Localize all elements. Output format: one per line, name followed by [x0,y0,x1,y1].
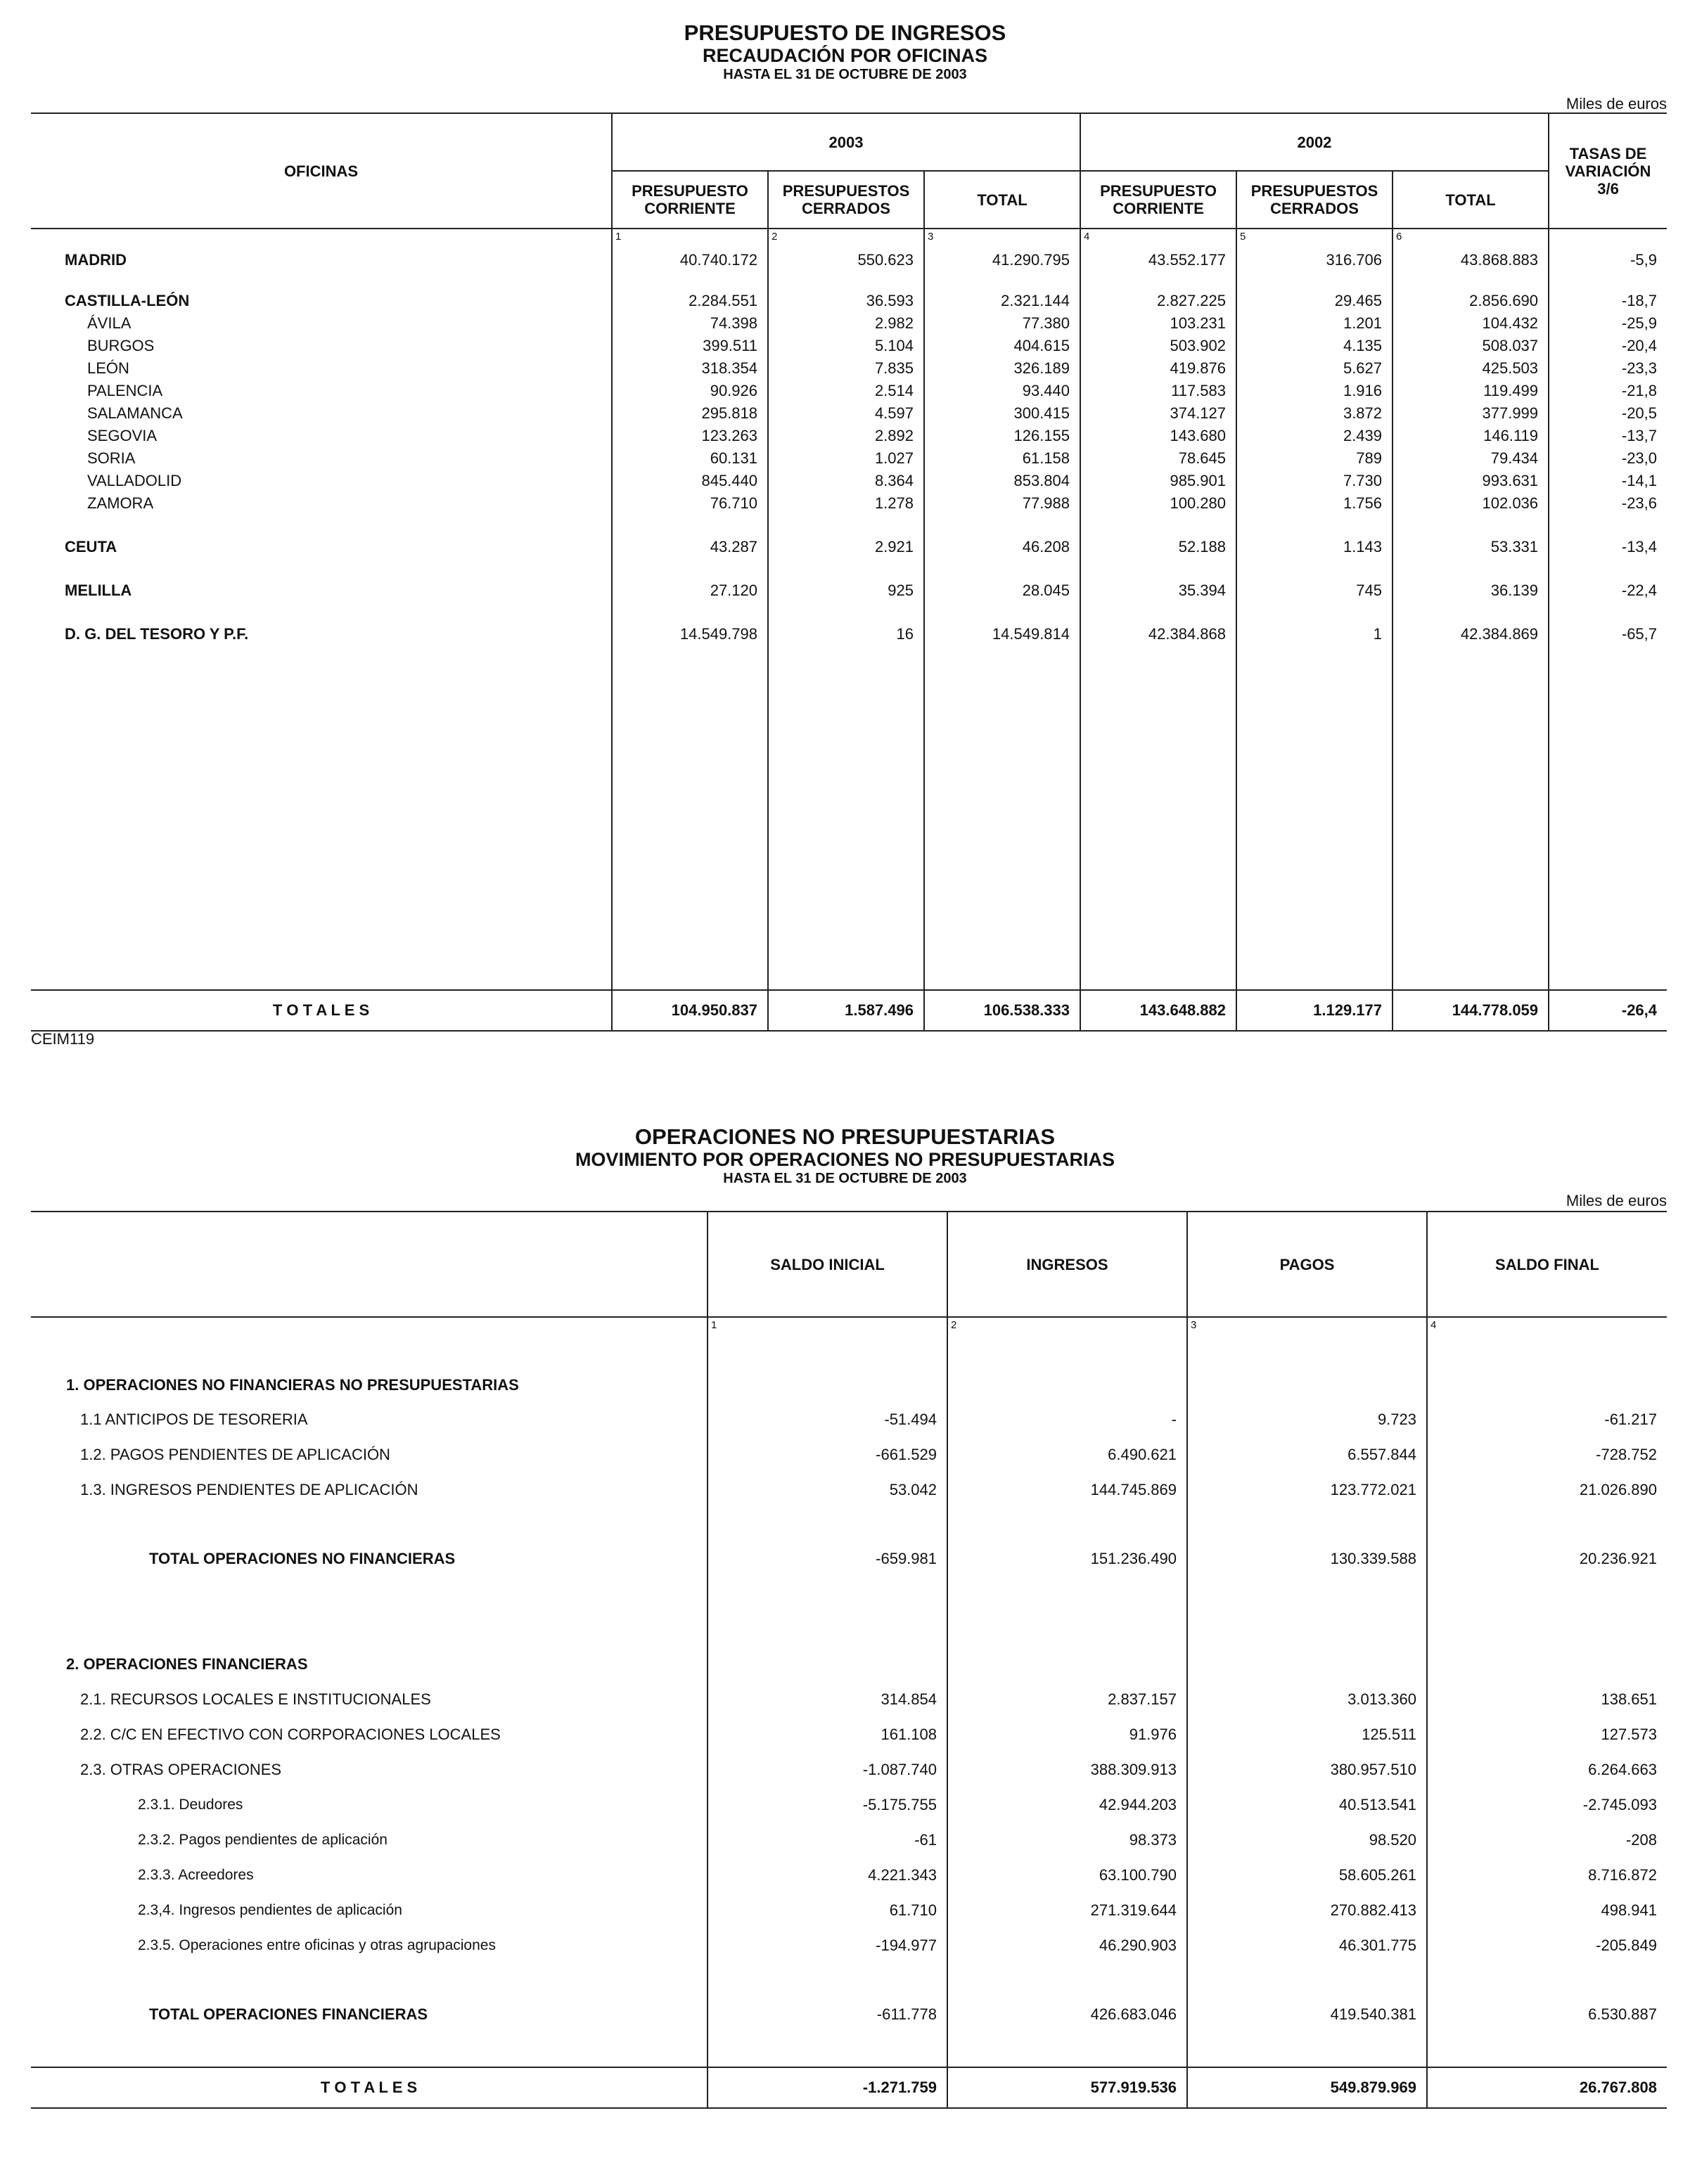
value-cell: 2.856.690 [1393,290,1549,312]
totals-label-2: T O T A L E S [31,2067,708,2108]
value-cell: 380.957.510 [1187,1752,1427,1787]
value-cell: -1.087.740 [708,1752,947,1787]
value-cell: 91.976 [947,1717,1187,1752]
table-recaudacion [31,113,1667,1032]
value-cell: 14.549.798 [612,623,768,645]
value-cell: 7.730 [1236,470,1393,492]
table-row [31,246,1667,274]
value-cell: 146.119 [1393,425,1549,447]
value-cell: -65,7 [1549,623,1667,645]
value-cell: -18,7 [1549,290,1667,312]
date-1: HASTA EL 31 DE OCTUBRE DE 2003 [723,67,967,82]
header-saldo-inicial: SALDO INICIAL [708,1212,947,1317]
total-cell: 577.919.536 [947,2067,1187,2108]
colnum: 6 [1393,229,1549,246]
value-cell: 46.208 [924,536,1080,558]
header-oficinas: OFICINAS [31,113,612,229]
total-cell: 106.538.333 [924,990,1080,1031]
value-cell: 125.511 [1187,1717,1427,1752]
row-label: PALENCIA [87,382,163,399]
value-cell: 498.941 [1427,1893,1667,1928]
value-cell: 789 [1236,447,1393,470]
value-cell: 36.139 [1393,579,1549,602]
header-pce-2003: PRESUPUESTOS CERRADOS [768,171,924,229]
value-cell: 102.036 [1393,492,1549,515]
value-cell: 1.143 [1236,536,1393,558]
table-row [31,1682,1667,1717]
value-cell: 100.280 [1080,492,1236,515]
subtitle-1: RECAUDACIÓN POR OFICINAS [702,45,987,66]
title-2: OPERACIONES NO PRESUPUESTARIAS [634,1124,1056,1149]
total-cell: 104.950.837 [612,990,768,1031]
row-label: ÁVILA [87,314,132,332]
row-label: CASTILLA-LEÓN [65,292,190,309]
table-row [31,1752,1667,1787]
totals-label-1: T O T A L E S [31,990,612,1031]
value-cell: 74.398 [612,312,768,335]
row-label: 2.3.5. Operaciones entre oficinas y otras agrupaciones [138,1937,496,1953]
value-cell: 29.465 [1236,290,1393,312]
table-row [31,380,1667,402]
row-label: SEGOVIA [87,427,158,444]
value-cell: -23,6 [1549,492,1667,515]
value-cell: 43.868.883 [1393,246,1549,274]
colnum: 1 [612,229,768,246]
total-cell: -26,4 [1549,990,1667,1031]
value-cell: 6.490.621 [947,1437,1187,1472]
value-cell: -661.529 [708,1437,947,1472]
table-row [31,470,1667,492]
value-cell: 1.756 [1236,492,1393,515]
value-cell: 6.530.887 [1427,1997,1667,2032]
value-cell: 503.902 [1080,335,1236,357]
value-cell: 28.045 [924,579,1080,602]
value-cell: 5.104 [768,335,924,357]
value-cell: 993.631 [1393,470,1549,492]
value-cell: 90.926 [612,380,768,402]
row-label: 2.2. C/C EN EFECTIVO CON CORPORACIONES LOCALES [80,1726,501,1743]
total-cell: 549.879.969 [1187,2067,1427,2108]
header-saldo-final: SALDO FINAL [1427,1212,1667,1317]
colnum: 2 [947,1317,1187,1335]
total-cell: 1.129.177 [1236,990,1393,1031]
value-cell: 8.716.872 [1427,1858,1667,1893]
value-cell: 374.127 [1080,402,1236,425]
value-cell: 270.882.413 [1187,1893,1427,1928]
table-row [31,623,1667,645]
value-cell: 14.549.814 [924,623,1080,645]
subtitle-2: MOVIMIENTO POR OPERACIONES NO PRESUPUESTARIAS [575,1149,1115,1170]
section-operaciones-no-presupuestarias [0,1125,1690,1187]
colnum: 2 [768,229,924,246]
value-cell: 2.892 [768,425,924,447]
value-cell: 46.301.775 [1187,1928,1427,1963]
row-label: 1.2. PAGOS PENDIENTES DE APLICACIÓN [80,1446,390,1463]
table-row [31,312,1667,335]
row-label: 2.3.1. Deudores [138,1797,243,1813]
value-cell: 2.827.225 [1080,290,1236,312]
value-cell: 144.745.869 [947,1472,1187,1508]
value-cell: 1.201 [1236,312,1393,335]
value-cell: 42.384.868 [1080,623,1236,645]
table-row [31,1437,1667,1472]
value-cell: -5,9 [1549,246,1667,274]
value-cell: 6.557.844 [1187,1437,1427,1472]
total-cell: 1.587.496 [768,990,924,1031]
value-cell: -205.849 [1427,1928,1667,1963]
header-ingresos: INGRESOS [947,1212,1187,1317]
table-row [31,1928,1667,1963]
value-cell: 16 [768,623,924,645]
value-cell: 40.513.541 [1187,1787,1427,1823]
value-cell: 43.552.177 [1080,246,1236,274]
row-label: 2.3.3. Acreedores [138,1867,254,1883]
value-cell: 61.158 [924,447,1080,470]
value-cell: -13,7 [1549,425,1667,447]
value-cell: 1.278 [768,492,924,515]
value-cell: -208 [1427,1823,1667,1858]
table-row [31,492,1667,515]
value-cell: 2.284.551 [612,290,768,312]
value-cell: -5.175.755 [708,1787,947,1823]
value-cell: 3.013.360 [1187,1682,1427,1717]
value-cell: 1 [1236,623,1393,645]
table-row [31,579,1667,602]
value-cell: 79.434 [1393,447,1549,470]
colnum: 3 [924,229,1080,246]
value-cell: -611.778 [708,1997,947,2032]
table-row [31,425,1667,447]
value-cell: 2.439 [1236,425,1393,447]
value-cell: 42.384.869 [1393,623,1549,645]
row-label: VALLADOLID [87,472,182,489]
value-cell: -61 [708,1823,947,1858]
value-cell: 77.380 [924,312,1080,335]
value-cell: 43.287 [612,536,768,558]
table-row [31,536,1667,558]
row-label: CEUTA [65,538,117,555]
table-row [31,402,1667,425]
value-cell: -13,4 [1549,536,1667,558]
row-label: 2.3. OTRAS OPERACIONES [80,1761,282,1778]
value-cell: 93.440 [924,380,1080,402]
value-cell: 130.339.588 [1187,1541,1427,1576]
value-cell: 550.623 [768,246,924,274]
value-cell: 77.988 [924,492,1080,515]
table-row [31,1472,1667,1508]
unit-label-2: Miles de euros [1566,1192,1667,1209]
row-label: ZAMORA [87,494,154,512]
value-cell: 119.499 [1393,380,1549,402]
table-row [31,1858,1667,1893]
header-tasas: TASAS DE VARIACIÓN 3/6 [1549,113,1667,229]
value-cell: -14,1 [1549,470,1667,492]
total-cell: -1.271.759 [708,2067,947,2108]
header-pc-2002: PRESUPUESTO CORRIENTE [1080,171,1236,229]
totals-row-1 [31,990,1667,1031]
value-cell: 316.706 [1236,246,1393,274]
value-cell: 2.321.144 [924,290,1080,312]
table-row [31,1787,1667,1823]
table-row [31,1541,1667,1576]
value-cell: 53.331 [1393,536,1549,558]
value-cell: -51.494 [708,1402,947,1437]
section-heading-row [31,1647,1667,1682]
value-cell: 117.583 [1080,380,1236,402]
value-cell: 103.231 [1080,312,1236,335]
value-cell: 53.042 [708,1472,947,1508]
value-cell: 123.263 [612,425,768,447]
value-cell: -20,5 [1549,402,1667,425]
row-label: MADRID [65,251,127,269]
value-cell: 419.540.381 [1187,1997,1427,2032]
value-cell: 2.982 [768,312,924,335]
value-cell: 399.511 [612,335,768,357]
value-cell: 318.354 [612,357,768,380]
value-cell: 20.236.921 [1427,1541,1667,1576]
value-cell: -61.217 [1427,1402,1667,1437]
value-cell: 138.651 [1427,1682,1667,1717]
value-cell: -728.752 [1427,1437,1667,1472]
value-cell: 63.100.790 [947,1858,1187,1893]
value-cell: -659.981 [708,1541,947,1576]
colnum: 3 [1187,1317,1427,1335]
value-cell: -23,3 [1549,357,1667,380]
value-cell: 126.155 [924,425,1080,447]
table-row [31,1997,1667,2032]
totals-row-2 [31,2067,1667,2108]
value-cell: 60.131 [612,447,768,470]
row-label: MELILLA [65,582,132,599]
total-cell: 26.767.808 [1427,2067,1667,2108]
row-label: D. G. DEL TESORO Y P.F. [65,625,249,643]
value-cell: 161.108 [708,1717,947,1752]
value-cell: 326.189 [924,357,1080,380]
table-row [31,335,1667,357]
value-cell: 7.835 [768,357,924,380]
row-label: 2.1. RECURSOS LOCALES E INSTITUCIONALES [80,1690,431,1708]
value-cell: 76.710 [612,492,768,515]
section-heading: 2. OPERACIONES FINANCIERAS [66,1655,308,1673]
total-cell: 143.648.882 [1080,990,1236,1031]
value-cell: -194.977 [708,1928,947,1963]
header-2003: 2003 [612,113,1080,171]
value-cell: 36.593 [768,290,924,312]
value-cell: 3.872 [1236,402,1393,425]
row-label: SORIA [87,449,136,467]
header-total-2003: TOTAL [924,171,1080,229]
table-movimiento [31,1211,1667,2109]
value-cell: 8.364 [768,470,924,492]
value-cell: 9.723 [1187,1402,1427,1437]
value-cell: 46.290.903 [947,1928,1187,1963]
value-cell: 404.615 [924,335,1080,357]
table-row [31,357,1667,380]
value-cell: 21.026.890 [1427,1472,1667,1508]
value-cell: 143.680 [1080,425,1236,447]
header-pc-2003: PRESUPUESTO CORRIENTE [612,171,768,229]
value-cell: 425.503 [1393,357,1549,380]
row-label: BURGOS [87,337,155,354]
value-cell: 2.514 [768,380,924,402]
value-cell: -22,4 [1549,579,1667,602]
value-cell: 123.772.021 [1187,1472,1427,1508]
row-label: SALAMANCA [87,404,183,422]
colnum: 1 [708,1317,947,1335]
row-label: 2.3,4. Ingresos pendientes de aplicación [138,1902,402,1918]
value-cell: -21,8 [1549,380,1667,402]
table-body-movimiento [31,1335,1667,2067]
header-pagos: PAGOS [1187,1212,1427,1317]
title-1: PRESUPUESTO DE INGRESOS [684,20,1006,45]
value-cell: 314.854 [708,1682,947,1717]
value-cell: 27.120 [612,579,768,602]
header-2002: 2002 [1080,113,1549,171]
colnum: 4 [1080,229,1236,246]
value-cell: 41.290.795 [924,246,1080,274]
document-code: CEIM119 [31,1030,95,1048]
colnum: 4 [1427,1317,1667,1335]
unit-label-1: Miles de euros [1566,95,1667,113]
value-cell: 61.710 [708,1893,947,1928]
header-pce-2002: PRESUPUESTOS CERRADOS [1236,171,1393,229]
value-cell: -23,0 [1549,447,1667,470]
row-label: TOTAL OPERACIONES NO FINANCIERAS [149,1550,456,1567]
value-cell: 300.415 [924,402,1080,425]
row-label: TOTAL OPERACIONES FINANCIERAS [149,2005,428,2023]
value-cell: -20,4 [1549,335,1667,357]
row-label: 1.3. INGRESOS PENDIENTES DE APLICACIÓN [80,1481,418,1498]
header-total-2002: TOTAL [1393,171,1549,229]
value-cell: 1.916 [1236,380,1393,402]
value-cell: 151.236.490 [947,1541,1187,1576]
value-cell: 388.309.913 [947,1752,1187,1787]
value-cell: 419.876 [1080,357,1236,380]
value-cell: 426.683.046 [947,1997,1187,2032]
section-heading-row [31,1368,1667,1402]
colnum: 5 [1236,229,1393,246]
row-label: 1.1 ANTICIPOS DE TESORERIA [80,1411,308,1428]
value-cell: 745 [1236,579,1393,602]
table-row [31,290,1667,312]
value-cell: 5.627 [1236,357,1393,380]
table-row [31,1823,1667,1858]
section-heading: 1. OPERACIONES NO FINANCIERAS NO PRESUPUESTARIAS [66,1376,519,1394]
value-cell: 271.319.644 [947,1893,1187,1928]
table-body-recaudacion [31,246,1667,990]
value-cell: 40.740.172 [612,246,768,274]
value-cell: 1.027 [768,447,924,470]
value-cell: - [947,1402,1187,1437]
value-cell: 853.804 [924,470,1080,492]
date-2: HASTA EL 31 DE OCTUBRE DE 2003 [723,1171,967,1186]
value-cell: 58.605.261 [1187,1858,1427,1893]
value-cell: 4.597 [768,402,924,425]
value-cell: 845.440 [612,470,768,492]
table-row [31,447,1667,470]
value-cell: 2.837.157 [947,1682,1187,1717]
value-cell: 4.221.343 [708,1858,947,1893]
value-cell: 52.188 [1080,536,1236,558]
row-label: LEÓN [87,359,129,377]
value-cell: 377.999 [1393,402,1549,425]
row-label: 2.3.2. Pagos pendientes de aplicación [138,1832,388,1848]
value-cell: 127.573 [1427,1717,1667,1752]
value-cell: -2.745.093 [1427,1787,1667,1823]
value-cell: 295.818 [612,402,768,425]
section-presupuesto-ingresos [0,21,1690,83]
table-row [31,1893,1667,1928]
value-cell: 42.944.203 [947,1787,1187,1823]
value-cell: 98.373 [947,1823,1187,1858]
value-cell: 98.520 [1187,1823,1427,1858]
value-cell: 925 [768,579,924,602]
value-cell: 6.264.663 [1427,1752,1667,1787]
value-cell: 4.135 [1236,335,1393,357]
value-cell: 985.901 [1080,470,1236,492]
value-cell: -25,9 [1549,312,1667,335]
value-cell: 2.921 [768,536,924,558]
total-cell: 144.778.059 [1393,990,1549,1031]
table-row [31,1717,1667,1752]
table-row [31,1402,1667,1437]
value-cell: 104.432 [1393,312,1549,335]
value-cell: 78.645 [1080,447,1236,470]
value-cell: 508.037 [1393,335,1549,357]
value-cell: 35.394 [1080,579,1236,602]
